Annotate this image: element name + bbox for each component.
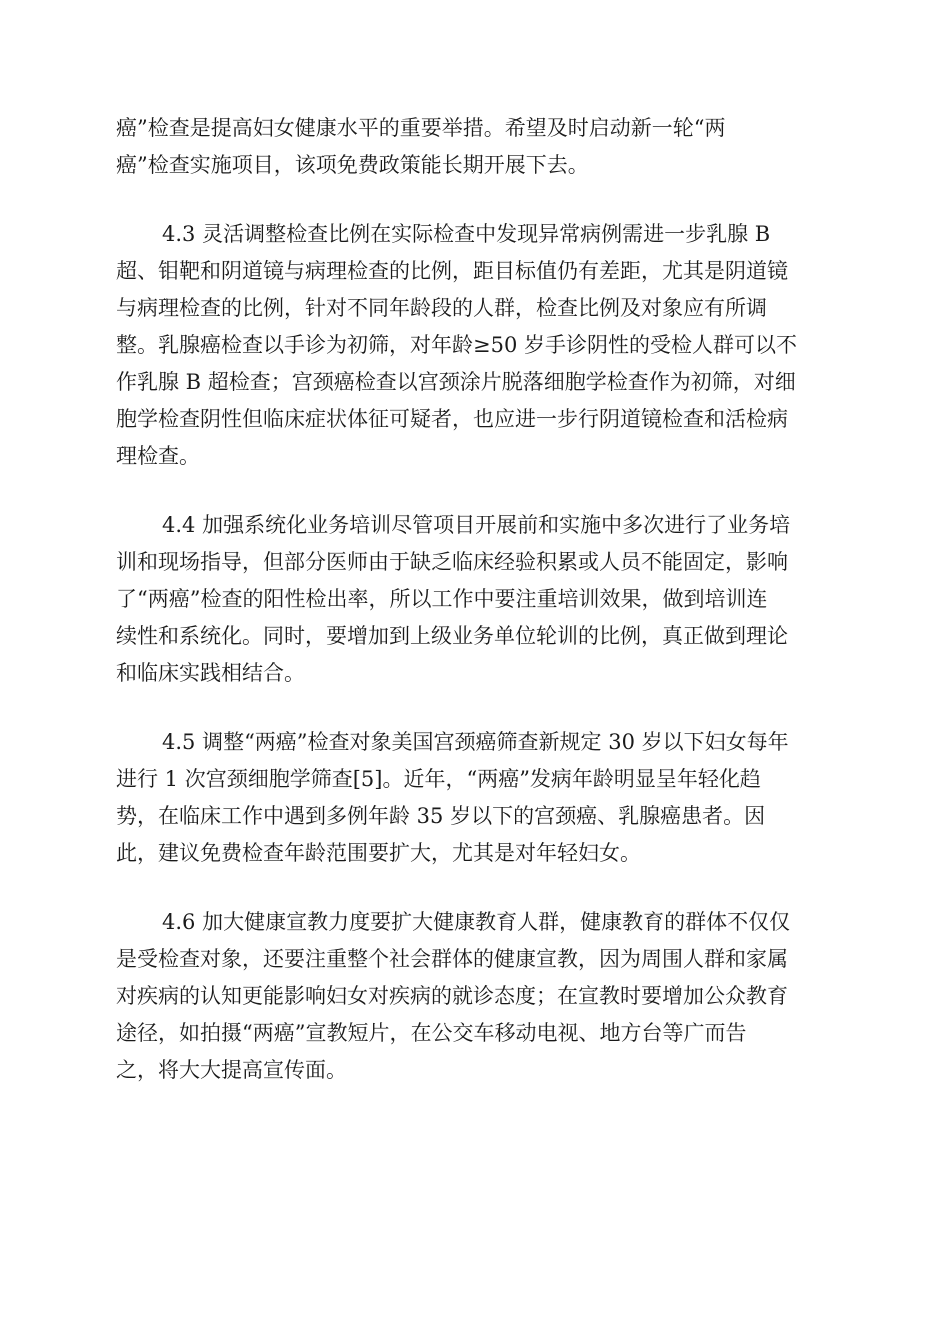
text-line: 4.5 调整“两癌”检查对象美国宫颈癌筛查新规定 30 岁以下妇女每年: [162, 730, 789, 754]
text-line: 癌”检查是提高妇女健康水平的重要举措。希望及时启动新一轮“两: [116, 116, 726, 140]
text-line: 之，将大大提高宣传面。: [116, 1058, 347, 1082]
text-line: 癌”检查实施项目，该项免费政策能长期开展下去。: [116, 153, 589, 177]
text-line: 续性和系统化。同时，要增加到上级业务单位轮训的比例，真正做到理论: [116, 624, 788, 648]
text-line: 和临床实践相结合。: [116, 661, 305, 685]
text-line: 作乳腺 B 超检查；宫颈癌检查以宫颈涂片脱落细胞学检查作为初筛，对细: [116, 370, 796, 394]
text-line: 与病理检查的比例，针对不同年龄段的人群，检查比例及对象应有所调: [116, 296, 767, 320]
text-line: 是受检查对象，还要注重整个社会群体的健康宣教，因为周围人群和家属: [116, 947, 788, 971]
text-line: 势，在临床工作中遇到多例年龄 35 岁以下的宫颈癌、乳腺癌患者。因: [116, 804, 766, 828]
text-line: 4.6 加大健康宣教力度要扩大健康教育人群，健康教育的群体不仅仅: [162, 910, 791, 934]
text-line: 胞学检查阴性但临床症状体征可疑者，也应进一步行阴道镜检查和活检病: [116, 407, 788, 431]
paragraph-section-4-3: [116, 216, 838, 475]
text-line: 训和现场指导，但部分医师由于缺乏临床经验积累或人员不能固定，影响: [116, 550, 788, 574]
paragraph-section-4-6: [116, 904, 838, 1089]
text-line: 途径，如拍摄“两癌”宣教短片，在公交车移动电视、地方台等广而告: [116, 1021, 747, 1045]
paragraph-intro-continuation: [116, 110, 838, 184]
paragraph-section-4-5: [116, 724, 838, 872]
text-line: 了“两癌”检查的阳性检出率，所以工作中要注重培训效果，做到培训连: [116, 587, 768, 611]
text-line: 此，建议免费检查年龄范围要扩大，尤其是对年轻妇女。: [116, 841, 641, 865]
text-line: 整。乳腺癌检查以手诊为初筛，对年龄≥50 岁手诊阴性的受检人群可以不: [116, 333, 797, 357]
text-line: 理检查。: [116, 444, 200, 468]
text-line: 进行 1 次宫颈细胞学筛查[5]。近年，“两癌”发病年龄明显呈年轻化趋: [116, 767, 761, 791]
text-line: 4.3 灵活调整检查比例在实际检查中发现异常病例需进一步乳腺 B: [162, 222, 771, 246]
document-page: [116, 110, 838, 1121]
text-line: 对疾病的认知更能影响妇女对疾病的就诊态度；在宣教时要增加公众教育: [116, 984, 788, 1008]
text-line: 超、钼靶和阴道镜与病理检查的比例，距目标值仍有差距，尤其是阴道镜: [116, 259, 788, 283]
paragraph-section-4-4: [116, 507, 838, 692]
text-line: 4.4 加强系统化业务培训尽管项目开展前和实施中多次进行了业务培: [162, 513, 791, 537]
